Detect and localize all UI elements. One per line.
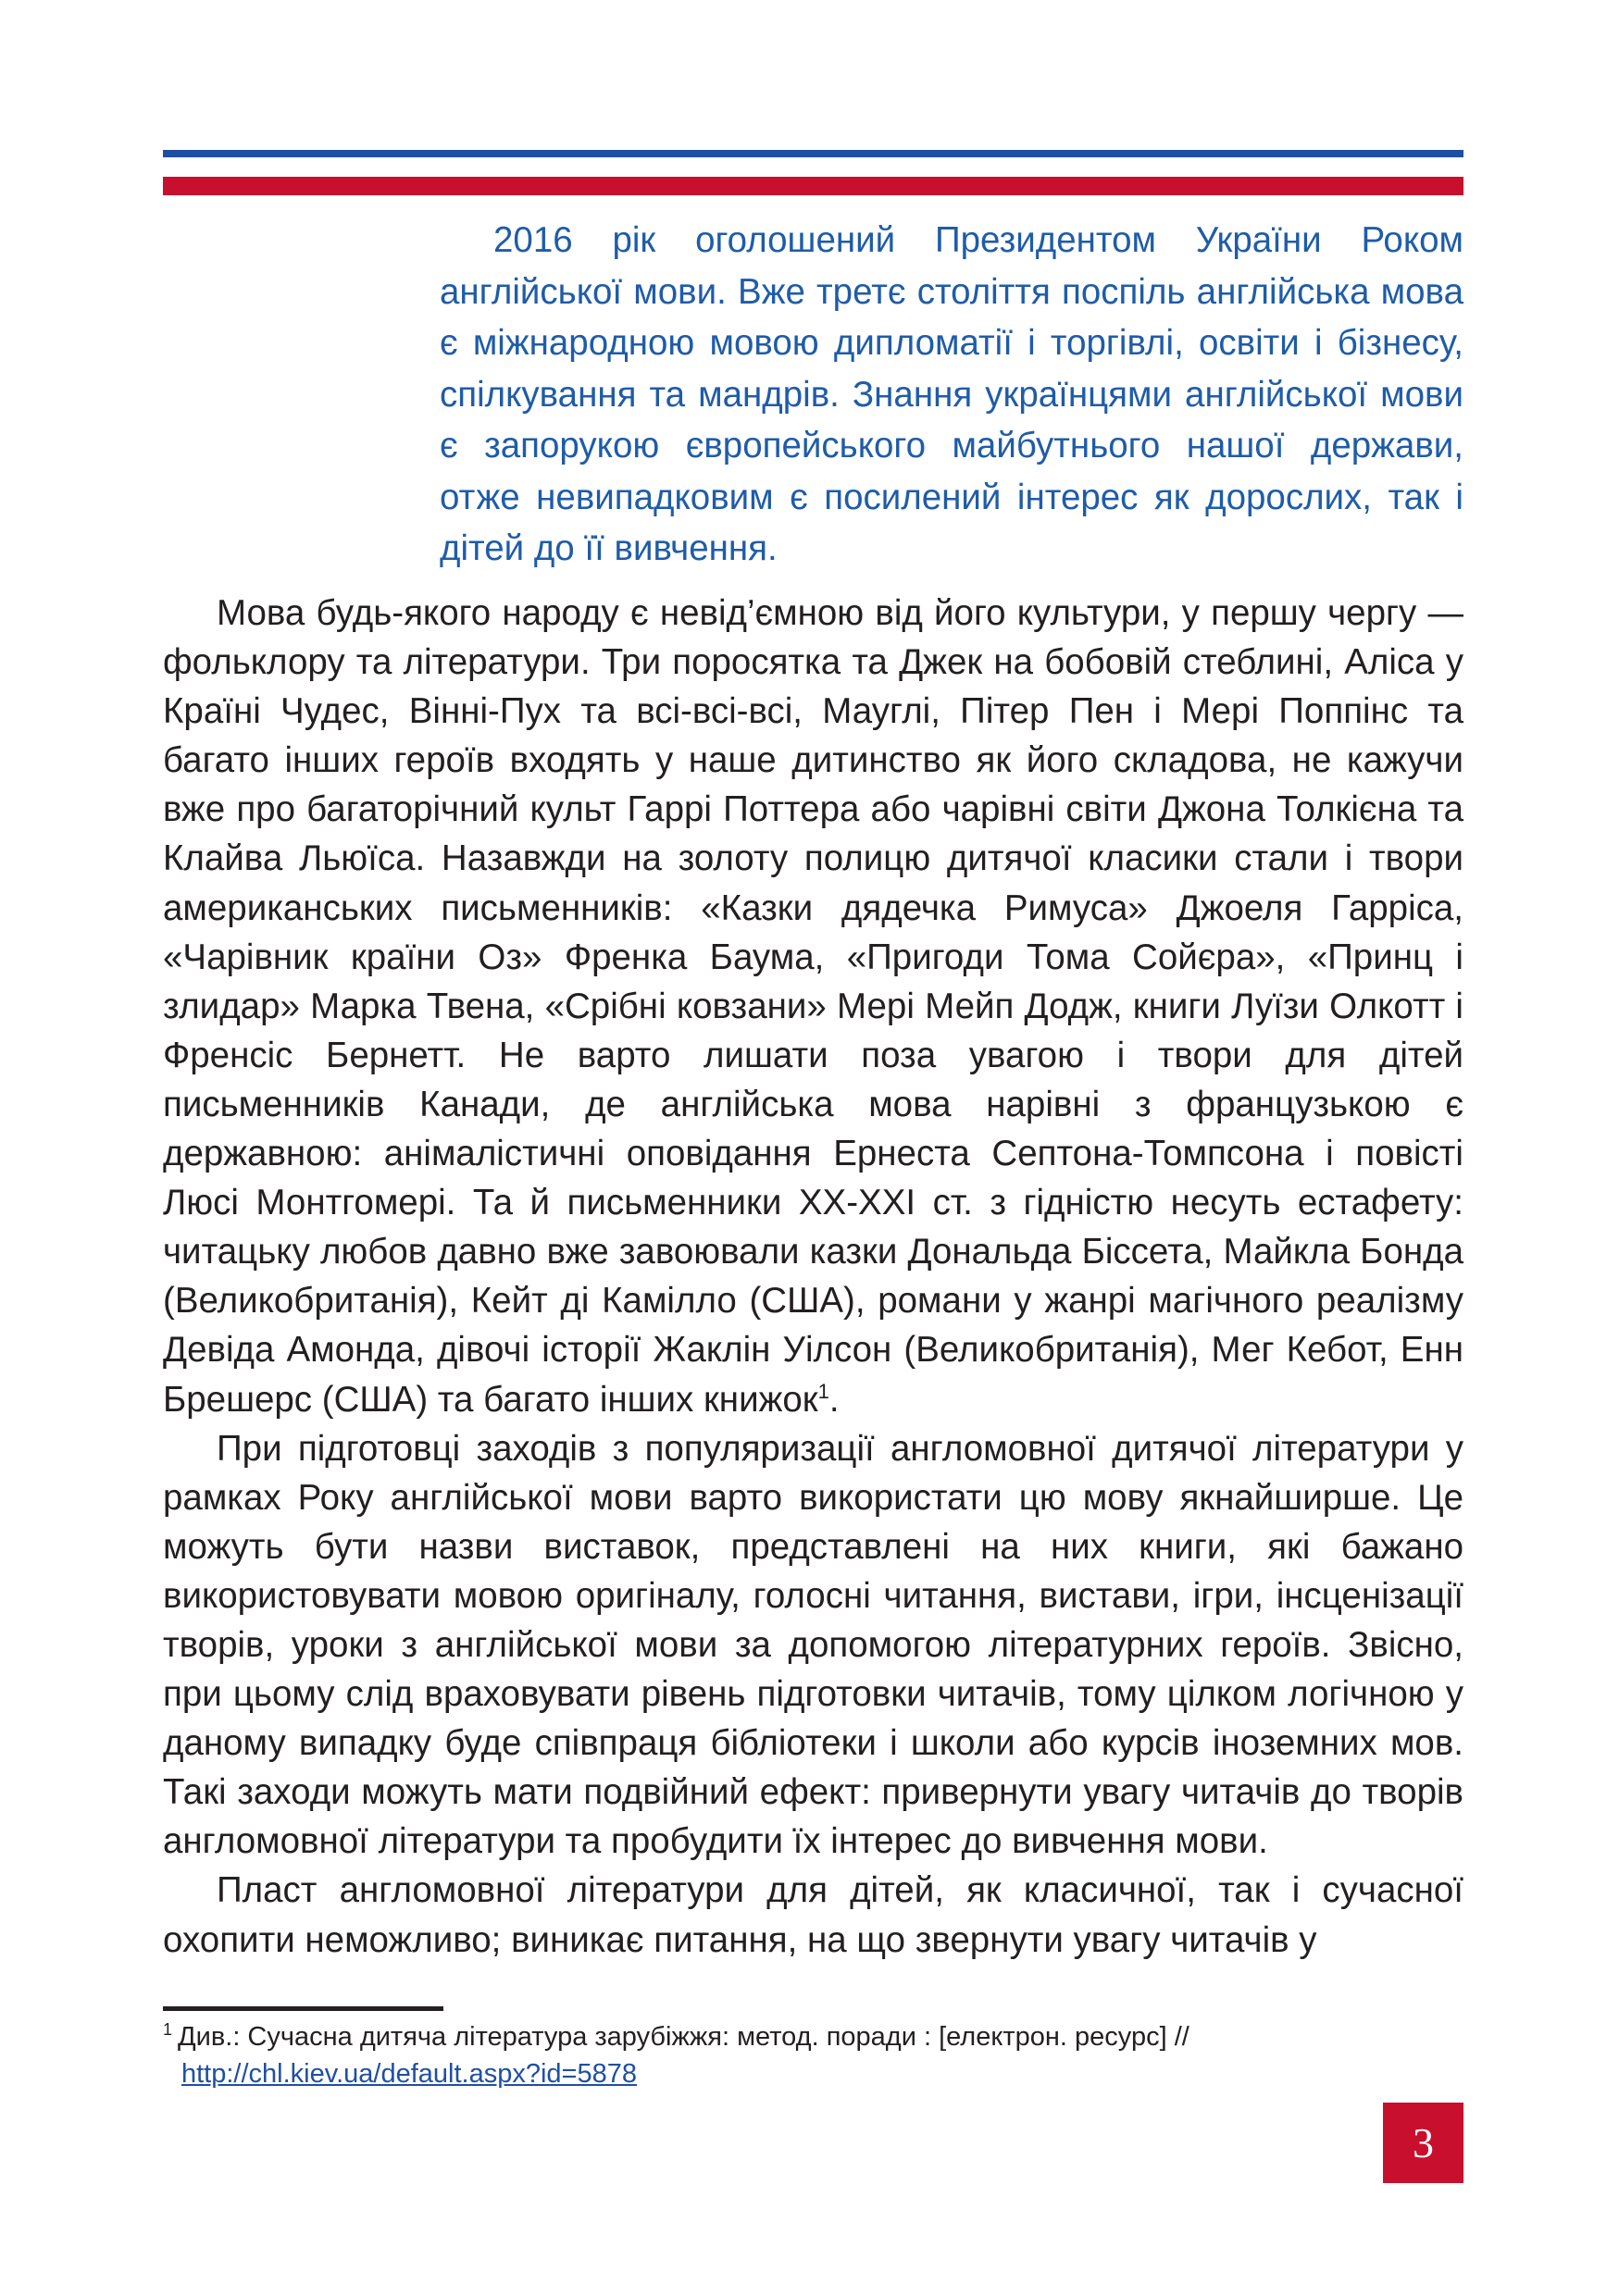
footnote-text: Див.: Сучасна дитяча література зарубіжжя: метод. поради : [електрон. ресурс] //: [178, 2022, 1189, 2052]
page-number: 3: [1383, 2103, 1463, 2183]
footnote-number: 1: [163, 2020, 173, 2040]
header-red-rule: [163, 177, 1463, 195]
body-paragraph-1-end: .: [828, 1379, 840, 1420]
footnote-reference[interactable]: 1: [817, 1379, 829, 1403]
footnote-divider: [163, 2006, 443, 2011]
intro-paragraph: 2016 рік оголошений Президентом України Роком англійської мови. Вже третє століття поспіль англійська мова є міжнародною мовою дипломатії і торгівлі, освіти і бізнесу, спілкування та мандрів. Знання українцями англійської мови є запорукою європейського майбутнього нашої держави, отже невипадковим є посилений інтерес як дорослих, так і дітей до її вивчення.: [440, 220, 1463, 568]
body-paragraph-1: [163, 589, 1463, 1424]
footnote-link[interactable]: http://chl.kiev.ua/default.aspx?id=5878: [181, 2059, 637, 2089]
body-paragraph-1-text: Мова будь-якого народу є невід’ємною від його культури, у першу чергу — фольклору та літератури. Три поросятка та Джек на бобовій стеблині, Аліса у Країні Чудес, Вінні-Пух та всі-всі-всі, Мауглі, Пітер Пен і Мері Поппінс та багато інших героїв входять у наше дитинство як його складова, не кажучи вже про багаторічний культ Гаррі Поттера або чарівні світи Джона Толкієна та Клайва Льюїса. Назавжди на золоту полицю дитячої класики стали і твори американських письменників: «Казки дядечка Римуса» Джоеля Гарріса, «Чарівник країни Оз» Френка Баума, «Пригоди Тома Сойєра», «Принц і злидар» Марка Твена, «Срібні ковзани» Мері Мейп Додж, книги Луїзи Олкотт і Френсіс Бернетт. Не варто лишати поза увагою і твори для дітей письменників Канади, де англійська мова нарівні з французькою є державною: анімалістичні оповідання Ернеста Септона-Томпсона і повісті Люсі Монтгомері. Та й письменники XX-XXI ст. з гідністю несуть естафету: читацьку любов давно вже завоювали казки Дональда Біссета, Майкла Бонда (Великобританія), Кейт ді Камілло (США), романи у жанрі магічного реалізму Девіда Амонда, дівочі історії Жаклін Уілсон (Великобританія), Мег Кебот, Енн Брешерс (США) та багато інших книжок: [163, 593, 1463, 1420]
body-paragraph-2: При підготовці заходів з популяризації англомовної дитячої літератури у рамках Року англійської мови варто використати цю мову якнайширше. Це можуть бути назви виставок, представлені на них книги, які бажано використовувати мовою оригіналу, голосні читання, вистави, ігри, інсценізації творів, уроки з англійської мови за допомогою літературних героїв. Звісно, при цьому слід враховувати рівень підготовки читачів, тому цілком логічною у даному випадку буде співпраця бібліотеки і школи або курсів іноземних мов. Такі заходи можуть мати подвійний ефект: привернути увагу читачів до творів англомовної літератури та пробудити їх інтерес до вивчення мови.: [163, 1428, 1463, 1862]
body-paragraph-3: Пласт англомовної літератури для дітей, як класичної, так і сучасної охопити неможливо; виникає питання, на що звернути увагу читачів у: [163, 1870, 1463, 1960]
main-text: [163, 589, 1463, 1965]
footnote: [163, 2018, 1463, 2092]
header-blue-rule: [163, 150, 1463, 157]
